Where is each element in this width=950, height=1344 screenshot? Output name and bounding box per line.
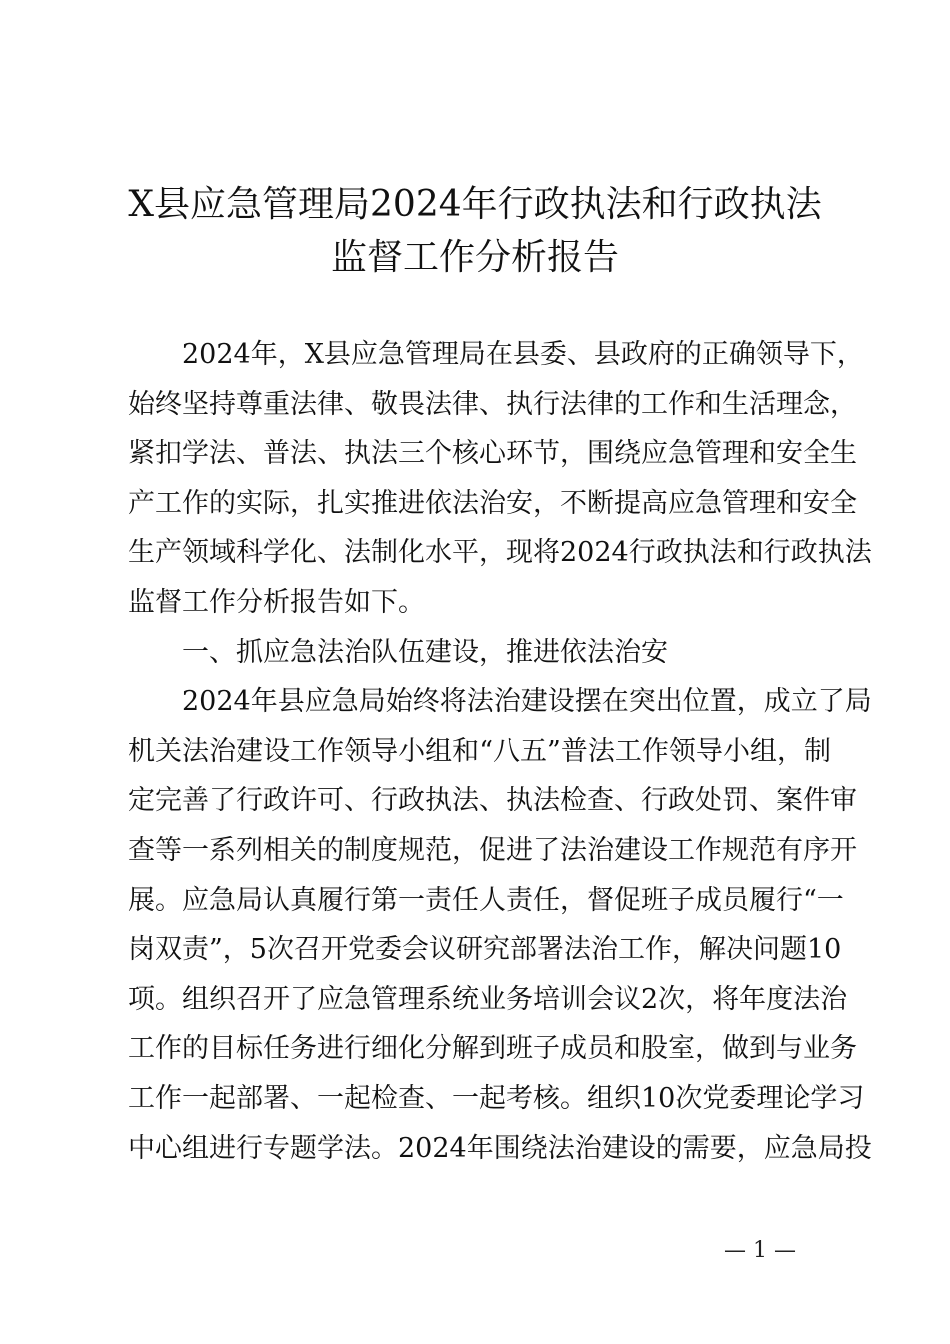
section-heading: 一、抓应急法治队伍建设，推进依法治安 — [182, 636, 668, 668]
title-line-2: 监督工作分析报告 — [330, 237, 619, 278]
text-line: 始终坚持尊重法律、敬畏法律、执行法律的工作和生活理念， — [128, 388, 857, 420]
text-line: 定完善了行政许可、行政执法、执法检查、行政处罚、案件审 — [128, 785, 857, 817]
text-line: 中心组进行专题学法。2024年围绕法治建设的需要，应急局投 — [128, 1132, 872, 1164]
text-line: 岗双责”，5次召开党委会议研究部署法治工作，解决问题10 — [128, 934, 842, 966]
text-line: 项。组织召开了应急管理系统业务培训会议2次，将年度法治 — [128, 983, 848, 1015]
document-title — [90, 178, 860, 284]
text-line: 生产领域科学化、法制化水平，现将2024行政执法和行政执法 — [128, 537, 872, 569]
text-line: 工作一起部署、一起检查、一起考核。组织10次党委理论学习 — [128, 1082, 865, 1114]
text-line: 展。应急局认真履行第一责任人责任，督促班子成员履行“一 — [128, 884, 844, 916]
text-line: 产工作的实际，扎实推进依法治安，不断提高应急管理和安全 — [128, 487, 857, 519]
title-line-1: X县应急管理局2024年行政执法和行政执法 — [128, 184, 822, 225]
document-body — [128, 330, 872, 1173]
page-number: — 1 — — [724, 1238, 796, 1263]
intro-paragraph — [128, 330, 872, 628]
text-line: 紧扣学法、普法、执法三个核心环节，围绕应急管理和安全生 — [128, 438, 857, 470]
section-1-paragraph — [128, 677, 872, 1173]
text-line: 工作的目标任务进行细化分解到班子成员和股室，做到与业务 — [128, 1033, 857, 1065]
text-line: 查等一系列相关的制度规范，促进了法治建设工作规范有序开 — [128, 834, 857, 866]
text-line: 监督工作分析报告如下。 — [128, 586, 425, 618]
text-line: 2024年县应急局始终将法治建设摆在突出位置，成立了局 — [182, 686, 872, 718]
text-line: 2024年，X县应急管理局在县委、县政府的正确领导下， — [182, 339, 864, 370]
text-line: 机关法治建设工作领导小组和“八五”普法工作领导小组，制 — [128, 735, 831, 767]
